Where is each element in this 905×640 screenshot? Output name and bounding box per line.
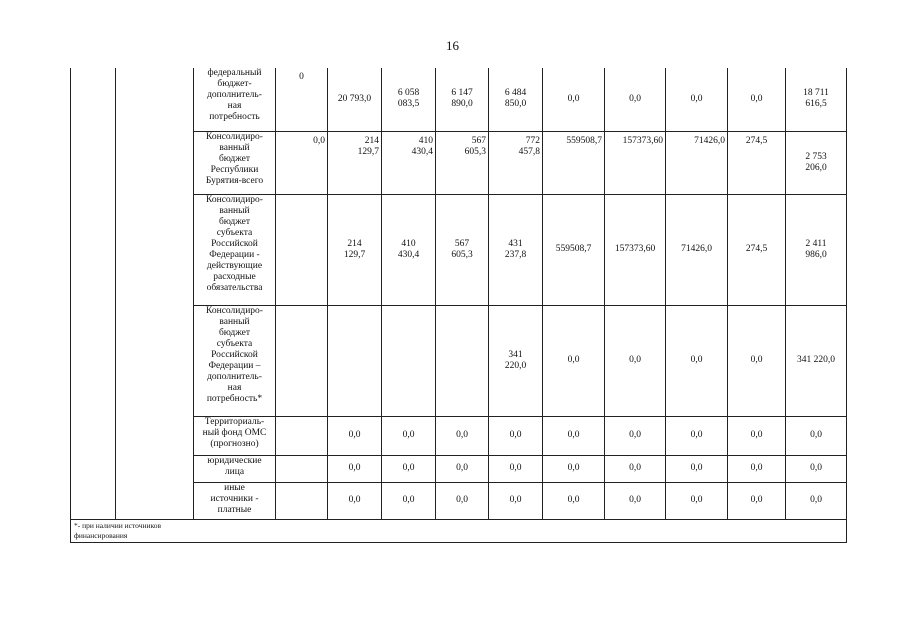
value-cell: 0,0 [605, 68, 666, 131]
value-cell: 0,0 [328, 416, 382, 455]
value-cell: 274,5 [728, 194, 786, 305]
source-cell: Консолидиро- ванный бюджет субъекта Российской Федерации – дополнитель- ная потребность* [194, 305, 276, 416]
value-cell: 6 058 083,5 [382, 68, 436, 131]
value-cell: 0,0 [786, 416, 847, 455]
value-cell: 0,0 [666, 68, 728, 131]
value-cell: 410 430,4 [382, 131, 436, 194]
value-cell [328, 305, 382, 416]
value-cell: 0,0 [666, 455, 728, 482]
value-cell: 0,0 [666, 416, 728, 455]
value-cell: 6 147 890,0 [436, 68, 489, 131]
value-cell: 410 430,4 [382, 194, 436, 305]
value-cell [382, 305, 436, 416]
value-cell: 214 129,7 [328, 194, 382, 305]
value-cell: 0,0 [543, 68, 605, 131]
source-cell: иные источники - платные [194, 482, 276, 519]
value-cell: 0,0 [489, 455, 543, 482]
value-cell: 0,0 [436, 482, 489, 519]
value-cell: 6 484 850,0 [489, 68, 543, 131]
value-cell: 0 [276, 68, 328, 131]
value-cell: 0,0 [276, 131, 328, 194]
value-cell [276, 482, 328, 519]
value-cell: 0,0 [605, 416, 666, 455]
value-cell: 0,0 [489, 482, 543, 519]
value-cell: 157373,60 [605, 194, 666, 305]
value-cell: 559508,7 [543, 194, 605, 305]
value-cell: 559508,7 [543, 131, 605, 194]
footnote-row [71, 519, 847, 542]
value-cell: 0,0 [382, 455, 436, 482]
value-cell: 0,0 [728, 305, 786, 416]
value-cell: 2 411 986,0 [786, 194, 847, 305]
value-cell: 0,0 [382, 482, 436, 519]
page-number: 16 [446, 38, 459, 53]
table-row [71, 68, 847, 131]
value-cell [276, 416, 328, 455]
value-cell: 341 220,0 [489, 305, 543, 416]
source-cell: юридические лица [194, 455, 276, 482]
value-cell: 0,0 [666, 305, 728, 416]
value-cell [276, 194, 328, 305]
value-cell: 214 129,7 [328, 131, 382, 194]
value-cell: 567 605,3 [436, 131, 489, 194]
value-cell: 0,0 [328, 455, 382, 482]
value-cell: 71426,0 [666, 194, 728, 305]
value-cell: 0,0 [728, 68, 786, 131]
value-cell: 0,0 [786, 455, 847, 482]
value-cell: 2 753 206,0 [786, 131, 847, 194]
value-cell: 0,0 [543, 455, 605, 482]
blank-cell [71, 68, 116, 519]
value-cell: 0,0 [328, 482, 382, 519]
value-cell: 0,0 [728, 416, 786, 455]
value-cell: 341 220,0 [786, 305, 847, 416]
value-cell: 157373,60 [605, 131, 666, 194]
value-cell: 0,0 [728, 455, 786, 482]
value-cell: 20 793,0 [328, 68, 382, 131]
value-cell: 0,0 [436, 455, 489, 482]
budget-table [70, 68, 847, 543]
value-cell: 274,5 [728, 131, 786, 194]
value-cell: 0,0 [728, 482, 786, 519]
value-cell [276, 305, 328, 416]
value-cell: 0,0 [666, 482, 728, 519]
value-cell: 0,0 [489, 416, 543, 455]
value-cell [276, 455, 328, 482]
source-cell: Территориаль- ный фонд ОМС (прогнозно) [194, 416, 276, 455]
value-cell: 0,0 [605, 455, 666, 482]
value-cell: 0,0 [543, 305, 605, 416]
value-cell: 772 457,8 [489, 131, 543, 194]
value-cell: 0,0 [786, 482, 847, 519]
value-cell: 567 605,3 [436, 194, 489, 305]
value-cell [436, 305, 489, 416]
value-cell: 0,0 [605, 482, 666, 519]
value-cell: 0,0 [543, 416, 605, 455]
blank-cell [116, 68, 194, 519]
value-cell: 0,0 [436, 416, 489, 455]
value-cell: 18 711 616,5 [786, 68, 847, 131]
footnote: *- при наличии источников финансирования [71, 519, 847, 542]
value-cell: 0,0 [605, 305, 666, 416]
source-cell: Консолидиро- ванный бюджет Республики Бурятия-всего [194, 131, 276, 194]
value-cell: 0,0 [543, 482, 605, 519]
value-cell: 71426,0 [666, 131, 728, 194]
value-cell: 431 237,8 [489, 194, 543, 305]
value-cell: 0,0 [382, 416, 436, 455]
source-cell: федеральный бюджет- дополнитель- ная потребность [194, 68, 276, 131]
source-cell: Консолидиро- ванный бюджет субъекта Российской Федерации - действующие расходные обязательства [194, 194, 276, 305]
